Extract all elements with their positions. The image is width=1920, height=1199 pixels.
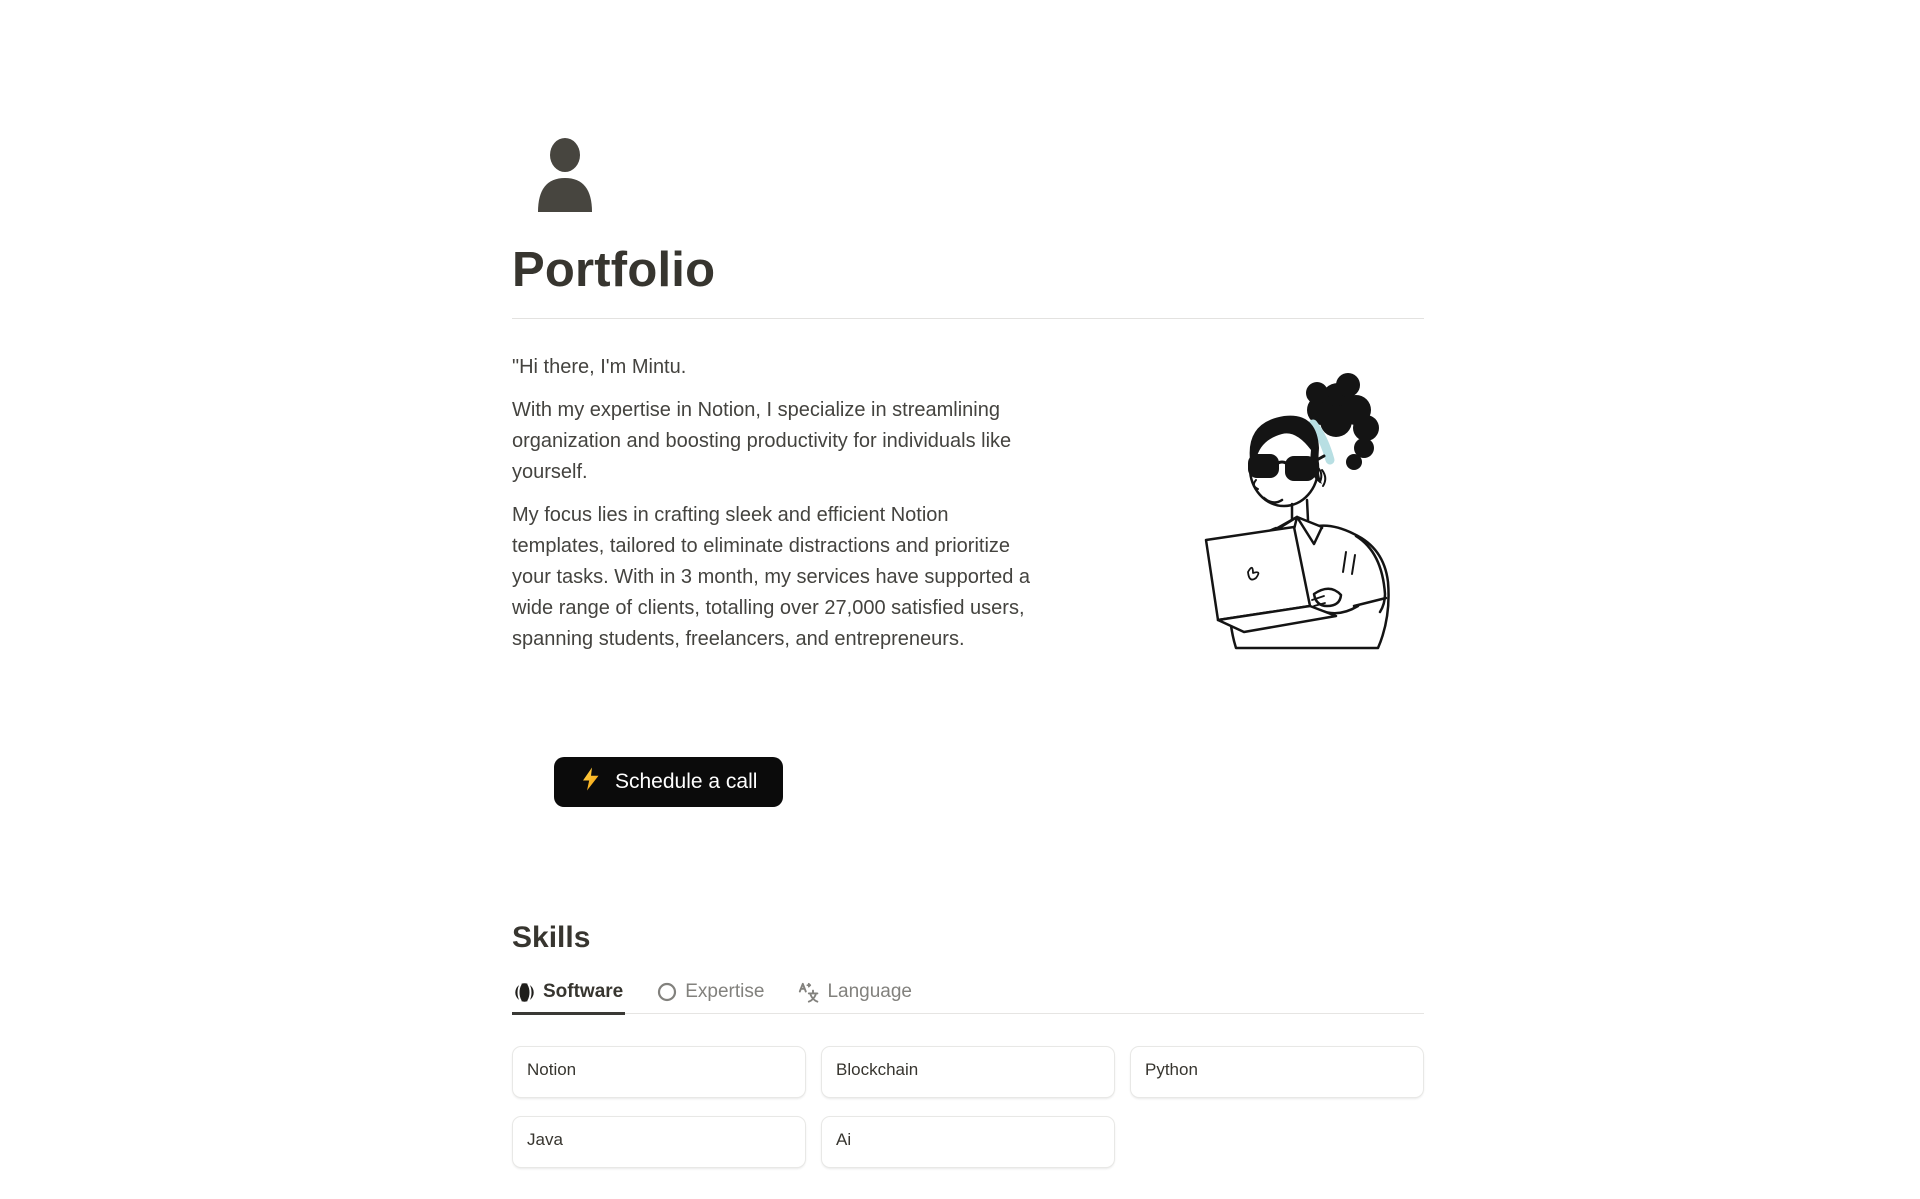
skills-heading: Skills <box>512 921 591 954</box>
ball-icon <box>514 982 535 1003</box>
tab-expertise[interactable] <box>655 981 766 1015</box>
title-divider <box>512 318 1424 319</box>
tab-software[interactable] <box>512 981 625 1015</box>
schedule-call-button[interactable] <box>554 757 783 807</box>
tab-expertise-label: Expertise <box>685 981 765 1002</box>
skills-tabs <box>512 981 1424 1014</box>
intro-section <box>512 352 1424 656</box>
skills-cards <box>512 1046 1424 1168</box>
skill-card-notion[interactable]: Notion <box>512 1046 806 1098</box>
translate-icon <box>798 982 819 1003</box>
intro-greeting: "Hi there, I'm Mintu. <box>512 356 687 378</box>
lightning-bolt-icon <box>580 767 602 797</box>
intro-paragraph-2: My focus lies in crafting sleek and efficient Notion templates, tailored to eliminate distractions and prioritize your tasks. With in 3 month, my services have supported a wide range of clients, totalling over 27,000 satisfied users, spanning students, freelancers, and entrepreneurs. <box>512 504 1030 650</box>
intro-paragraph-1: With my expertise in Notion, I specialize in streamlining organization and boosting productivity for individuals like yourself. <box>512 399 1012 483</box>
tab-language[interactable] <box>796 981 914 1015</box>
skill-card-ai[interactable]: Ai <box>821 1116 1115 1168</box>
tab-language-label: Language <box>827 981 912 1002</box>
skill-card-java[interactable]: Java <box>512 1116 806 1168</box>
page-title: Portfolio <box>512 243 716 297</box>
skill-card-blockchain[interactable]: Blockchain <box>821 1046 1115 1098</box>
skill-card-python[interactable]: Python <box>1130 1046 1424 1098</box>
tab-software-label: Software <box>543 981 624 1002</box>
intro-text <box>512 352 1046 655</box>
schedule-call-label: Schedule a call <box>615 770 758 793</box>
woman-with-laptop-illustration <box>1196 366 1424 656</box>
person-icon[interactable] <box>528 134 600 212</box>
circle-outline-icon <box>657 982 677 1002</box>
